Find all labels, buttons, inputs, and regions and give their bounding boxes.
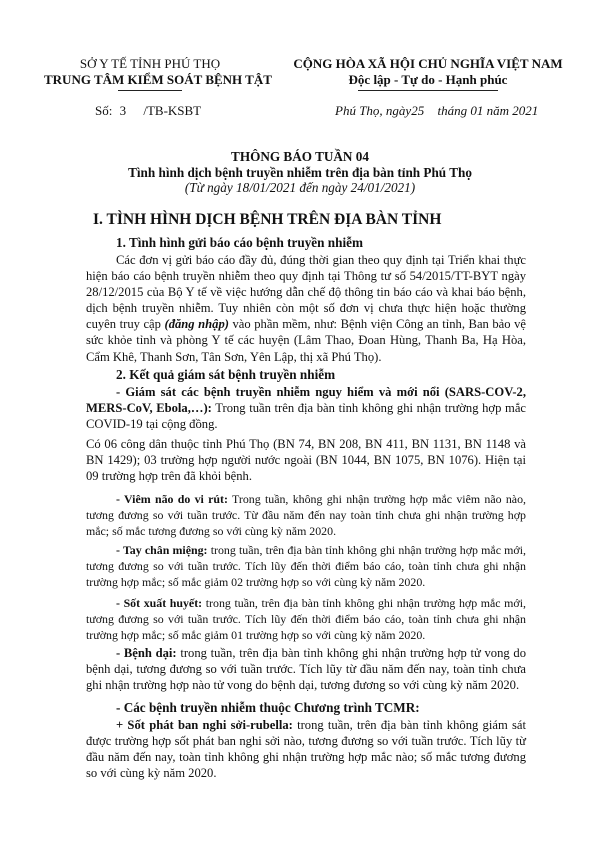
national-motto: Độc lập - Tự do - Hạnh phúc bbox=[348, 72, 508, 87]
issuer-center: TRUNG TÂM KIỂM SOÁT BỆNH TẬT bbox=[44, 72, 272, 87]
place-date-prefix: Phú Thọ, ngày bbox=[335, 103, 412, 118]
encephalitis-paragraph bbox=[86, 491, 526, 539]
paragraph-lead: - Giám sát các bệnh truyền nhiễm nguy hiểm và mới nổi (SARS-COV-2, MERS-CoV, Ebola,…): bbox=[86, 385, 526, 416]
paragraph-lead: - Bệnh dại: bbox=[116, 646, 177, 660]
tcmr-heading: - Các bệnh truyền nhiễm thuộc Chương trình TCMR: bbox=[116, 700, 420, 715]
date-day: 25 bbox=[411, 103, 425, 118]
place-date bbox=[335, 103, 538, 119]
paragraph-text: trong tuần, trên địa bàn tỉnh không ghi nhận trường hợp mắc mới, tương đương so với tuần trước. Tích lũy đến thời điểm báo cáo, toàn tỉnh chưa ghi nhận trường hợp mắc; số mắc giảm 02 trường hợp so với cùng kỳ năm 2020. bbox=[86, 543, 526, 589]
date-month-year: tháng 01 năm 2021 bbox=[437, 103, 539, 118]
hfmd-paragraph bbox=[86, 542, 526, 590]
paragraph-lead: - Sốt xuất huyết: bbox=[116, 596, 203, 610]
dengue-paragraph bbox=[86, 595, 526, 643]
issuer-department: SỞ Y TẾ TỈNH PHÚ THỌ bbox=[79, 56, 221, 71]
rabies-paragraph bbox=[86, 645, 526, 693]
paragraph-lead: - Tay chân miệng: bbox=[116, 543, 208, 557]
paragraph-text: trong tuần, trên địa bàn tỉnh không ghi nhận trường hợp tử vong do bệnh dại, tương đương so với tuần trước. Tích lũy từ đầu năm đến nay, toàn tỉnh chưa ghi nhận trường hợp nào tử vong do bệnh dại, tương đương so với cùng kỳ năm 2020. bbox=[86, 646, 527, 693]
paragraph-text: Trong tuần, không ghi nhận trường hợp mắc viêm não nào, tương đương so với tuần trước. Từ đầu năm đến nay toàn tỉnh chưa ghi nhận trường hợp mắc; số mắc tương đương so với cùng kỳ năm 2020. bbox=[86, 492, 526, 538]
national-title: CỘNG HÒA XÃ HỘI CHỦ NGHĨA VIỆT NAM bbox=[293, 56, 563, 71]
paragraph-text: trong tuần, trên địa bàn tỉnh không giám sát được trường hợp sốt phát ban nghi sởi nào, tương đương so với tuần trước. Tích lũy từ đầu năm đến nay, toàn tỉnh không ghi nhận trường hợp mắc nào; số mắc tương đương so với cùng kỳ năm 2020. bbox=[86, 718, 526, 781]
doc-number-value: 3 bbox=[119, 103, 127, 118]
doc-number-label: Số: bbox=[95, 103, 113, 118]
section-heading: I. TÌNH HÌNH DỊCH BỆNH TRÊN ĐỊA BÀN TỈNH bbox=[93, 211, 442, 228]
document-number bbox=[95, 103, 201, 119]
subsection-1-heading: 1. Tình hình gửi báo cáo bệnh truyền nhiễm bbox=[116, 235, 363, 250]
paragraph-lead: + Sốt phát ban nghi sởi-rubella: bbox=[116, 718, 293, 732]
paragraph-text: trong tuần, trên địa bàn tỉnh không ghi nhận trường hợp mắc mới, tương đương so với tuần trước. Tích lũy đến thời điểm báo cáo, toàn tỉnh chưa ghi nhận trường hợp mắc; số mắc giảm 01 trường hợp so với cùng kỳ năm 2020. bbox=[86, 596, 526, 642]
motto-underline bbox=[358, 90, 498, 91]
emerging-diseases-paragraph bbox=[86, 384, 526, 432]
notice-title: THÔNG BÁO TUẦN 04 bbox=[231, 149, 369, 164]
notice-subtitle: Tình hình dịch bệnh truyền nhiễm trên địa bàn tỉnh Phú Thọ bbox=[128, 165, 472, 180]
paragraph-text: Có 06 công dân thuộc tỉnh Phú Thọ (BN 74, BN 208, BN 411, BN 1131, BN 1148 và BN 1429); 03 trường hợp người nước ngoài (BN 1044, BN 1075, BN 1076). Hiện tại 09 trường hợp trên đã khỏi bệnh. bbox=[86, 437, 526, 484]
paragraph-text: Trong tuần trên địa bàn tỉnh không ghi nhận trường hợp mắc COVID-19 tại cộng đồng. bbox=[86, 401, 526, 432]
paragraph-text: Các đơn vị gửi báo cáo đầy đủ, đúng thời gian theo quy định tại Triển khai thực hiện báo cáo bệnh truyền nhiễm theo quy định tại Thông tư số 54/2015/TT-BYT ngày 28/12/2015 của Bộ Y tế về việc hướng dẫn chế độ thông tin báo cáo và khai báo bệnh, dịch bệnh truyền nhiễm. Tuy nhiên còn một số đơn vị chưa thực hiện hoặc thường cuyên truy cập bbox=[86, 253, 526, 332]
paragraph-emphasis: (đăng nhập) bbox=[164, 317, 229, 332]
doc-number-code: /TB-KSBT bbox=[143, 103, 202, 118]
paragraph-lead: - Viêm não do vi rút: bbox=[116, 492, 228, 506]
issuer-underline bbox=[118, 90, 182, 91]
paragraph-text: vào phần mềm, như: Bệnh viện Công an tỉnh, Ban bảo vệ sức khỏe tỉnh và phòng Y tế các huyện (Lâm Thao, Đoan Hùng, Thanh Ba, Hạ Hòa, Cẩm Khê, Thanh Sơn, Tân Sơn, Yên Lập, thị xã Phú Thọ). bbox=[86, 317, 526, 364]
measles-paragraph bbox=[86, 717, 526, 781]
notice-date-range: (Từ ngày 18/01/2021 đến ngày 24/01/2021) bbox=[184, 180, 416, 195]
subsection-2-heading: 2. Kết quả giám sát bệnh truyền nhiễm bbox=[116, 367, 336, 382]
citizens-paragraph bbox=[86, 436, 526, 484]
report-submission-paragraph bbox=[86, 252, 526, 365]
